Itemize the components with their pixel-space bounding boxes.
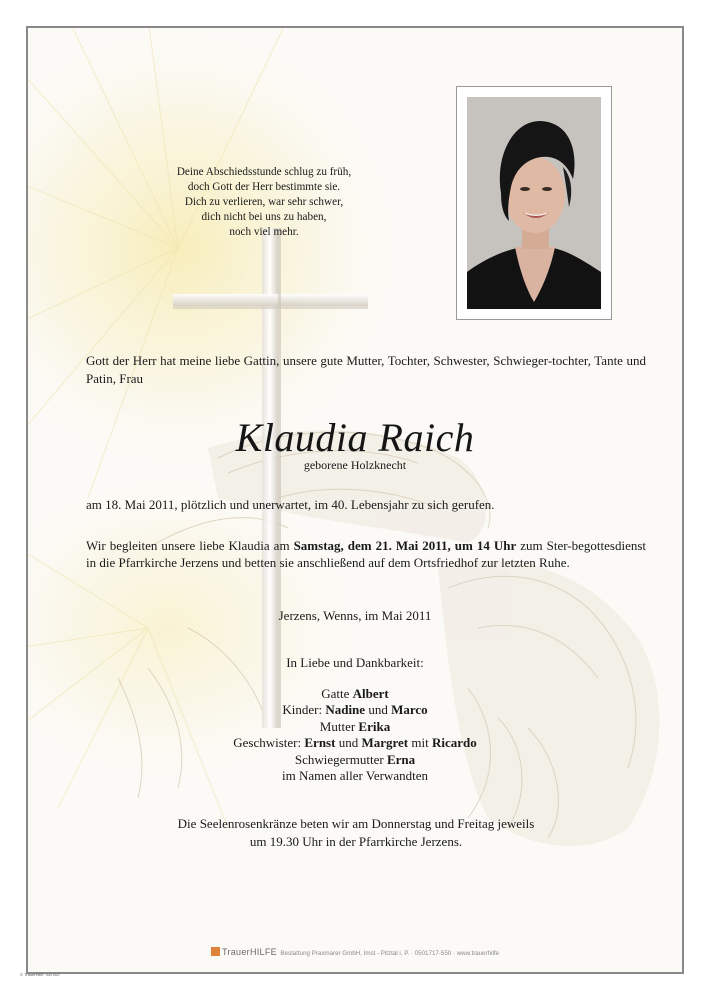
family-row-mother-in-law bbox=[28, 752, 682, 768]
intro-text: Gott der Herr hat meine liebe Gattin, unsere gute Mutter, Tochter, Schwester, Schwieger-tochter, Tante und Patin, Frau bbox=[86, 353, 646, 386]
family-row-siblings bbox=[28, 735, 682, 751]
verse-line: noch viel mehr. bbox=[229, 226, 299, 238]
family-member: Margret bbox=[361, 735, 409, 751]
family-label: Kinder: bbox=[282, 702, 323, 718]
family-label: Schwiegermutter bbox=[294, 751, 384, 767]
copyright-note: © TrauerHilfe "AN 002" bbox=[20, 972, 61, 977]
portrait-photo bbox=[467, 97, 601, 309]
rosary-notice bbox=[86, 815, 626, 851]
funeral-notice bbox=[86, 537, 646, 571]
family-row-husband bbox=[28, 686, 682, 702]
rosary-line: Die Seelenrosenkränze beten wir am Donnerstag und Freitag jeweils bbox=[177, 816, 535, 831]
family-member: Ricardo bbox=[431, 735, 477, 751]
verse-line: Dich zu verlieren, war sehr schwer, bbox=[184, 196, 344, 208]
family-member: Albert bbox=[352, 686, 389, 701]
death-notice: am 18. Mai 2011, plötzlich und unerwartet, im 40. Lebensjahr zu sich gerufen. bbox=[86, 497, 495, 512]
family-label: Mutter bbox=[319, 718, 356, 734]
funeral-date: Samstag, dem 21. Mai 2011, um 14 Uhr bbox=[293, 538, 517, 553]
deceased-name: Klaudia Raich bbox=[235, 415, 475, 460]
family-connector: und bbox=[338, 735, 359, 751]
verse-line: dich nicht bei uns zu haben, bbox=[201, 211, 327, 223]
footer-details: Bestattung Praxmarer GmbH, Imst - Pitztal i. P. · 0501717-550 · www.trauerhilfe bbox=[280, 950, 500, 957]
family-label: Gatte bbox=[321, 686, 350, 701]
obituary-card bbox=[26, 26, 684, 974]
family-member: Marco bbox=[391, 702, 428, 718]
footer bbox=[28, 947, 682, 957]
family-list bbox=[28, 686, 682, 784]
family-member: Erna bbox=[386, 751, 416, 767]
footer-brand: TrauerHILFE bbox=[221, 947, 277, 957]
family-member: Ernst bbox=[304, 735, 336, 751]
family-member: Nadine bbox=[325, 702, 366, 718]
verse-line: Deine Abschiedsstunde schlug zu früh, bbox=[176, 166, 352, 178]
funeral-text: Wir begleiten unsere liebe Klaudia am bbox=[86, 538, 294, 553]
family-member: Erika bbox=[358, 718, 391, 734]
verse-line: doch Gott der Herr bestimmte sie. bbox=[187, 181, 341, 193]
funeral-text: zum Ster-begottesdienst in die Pfarrkirche Jerzens und betten sie anschließend auf dem Ortsfriedhof zur letzten Ruhe. bbox=[86, 538, 647, 570]
trauerhilfe-logo-icon bbox=[211, 947, 220, 956]
family-row-mother bbox=[28, 719, 682, 735]
family-connector: und bbox=[368, 702, 388, 718]
family-row-relatives: im Namen aller Verwandten bbox=[282, 768, 428, 784]
maiden-name: geborene Holzknecht bbox=[303, 458, 407, 472]
family-connector: mit bbox=[411, 735, 429, 751]
rosary-line: um 19.30 Uhr in der Pfarrkirche Jerzens. bbox=[249, 834, 463, 849]
verse bbox=[156, 165, 372, 240]
thanks-line: In Liebe und Dankbarkeit: bbox=[286, 655, 424, 670]
family-row-children bbox=[28, 702, 682, 718]
family-label: Geschwister: bbox=[233, 735, 302, 751]
place-date: Jerzens, Wenns, im Mai 2011 bbox=[278, 608, 432, 623]
portrait-frame bbox=[456, 86, 612, 320]
